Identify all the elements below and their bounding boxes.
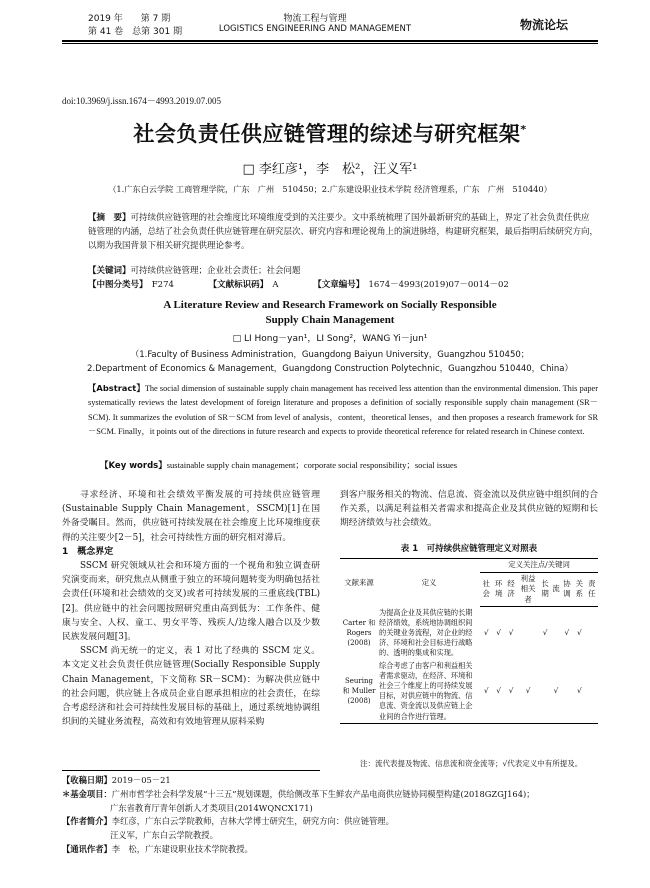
row-mark: √ [573, 660, 585, 724]
intro-paragraph: 寻求经济、环境和社会绩效平衡发展的可持续供应链管理(Sustainable Supply Chain Management，SSCM)[1]在国外备受瞩目。然而，供应链可持续发展在社会维度上比环境维度获得的关注要少[2－5]，社会可持续性方面的研究相对滞后。 [62, 490, 320, 543]
doc-code-value: A [272, 280, 279, 290]
row-mark [539, 660, 551, 724]
col-header: 流 [551, 572, 560, 607]
row-mark: √ [492, 660, 504, 724]
column-name: 物流论坛 [520, 18, 569, 32]
authors-en: □ LI Hong－yan¹，LI Song²，WANG Yi－jun¹ [232, 334, 428, 344]
received-date [62, 774, 602, 788]
body-right-column [340, 488, 598, 531]
journal-name-cn: 物流工程与管理 [283, 14, 347, 24]
keywords-en-label: 【Key words】 [100, 461, 167, 471]
row-source: Seuring 和 Muller (2008) [340, 660, 378, 724]
fund-text-1: 广州市哲学社会科学发展“十三五”规划课题，供给侧改革下生鲜农产品电商供应链协同模型构建(2018GZGJ164)； [111, 788, 535, 799]
row-source: Carter 和 Rogers (2008) [342, 619, 376, 647]
journal-name-en: LOGISTICS ENGINEERING AND MANAGEMENT [218, 24, 412, 34]
table-row [340, 607, 598, 660]
clc-label: 【中图分类号】 [88, 280, 144, 290]
col-header: 责任 [586, 572, 598, 607]
volume-total-number: 第 41 卷 总第 301 期 [88, 27, 183, 37]
keywords-cn [88, 264, 301, 276]
authors-cn: □ 李红彦¹，李 松²，汪义军¹ [242, 162, 418, 177]
row-mark [586, 660, 598, 724]
col-header: 经济 [505, 572, 517, 607]
row-mark [517, 607, 539, 660]
corresponding-label: 【通讯作者】 [62, 843, 112, 854]
row-mark: √ [480, 660, 492, 724]
clc-value: F274 [151, 280, 174, 290]
col-group-header: 定义关注点/关键词 [480, 559, 598, 573]
received-value: 2019－05－21 [111, 775, 171, 785]
fund-label: ＊基金项目： [62, 788, 112, 799]
fund-line-2: 广东省教育厅青年创新人才类项目(2014WQNCX171) [110, 802, 313, 813]
paper-title-en [62, 298, 598, 328]
abstract-en [88, 381, 598, 439]
col-header: 关系 [573, 572, 585, 607]
keywords-cn-text: 可持续供应链管理；企业社会责任；社会问题 [130, 266, 301, 276]
row-mark: √ [496, 628, 502, 637]
author-bio-2: 汪义军，广东白云学院教授。 [110, 830, 218, 841]
row-mark [586, 607, 598, 660]
affiliation-en-1: （1.Faculty of Business Administration，Guangdong Baiyun University，Guangzhou 510450； [130, 350, 530, 360]
row-mark: √ [505, 660, 517, 724]
classification-line [88, 278, 598, 290]
doc-code-label: 【文献标识码】 [208, 280, 264, 290]
affiliations-cn: （1.广东白云学院 工商管理学院，广东 广州 510450；2.广东建设职业技术学院 经济管理系，广东 广州 510440） [108, 184, 552, 194]
col-header: 社会 [480, 572, 492, 607]
article-no-label: 【文章编号】 [313, 280, 360, 290]
paper-title [62, 118, 598, 148]
title-en-line1: A Literature Review and Research Framework on Socially Responsible [163, 299, 497, 311]
table-row [340, 660, 598, 724]
abstract-cn-text: 可持续供应链管理的社会维度比环境维度受到的关注要少。文中系统梳理了国外最新研究的基础上，界定了社会负责任供应链管理的内涵，总结了社会负责任供应链管理在研究层次、研究内容和理论视角上的演进脉络，构建研究框架，最后指明后续研究方向，以期为我国背景下相关研究提供理论参考。 [88, 213, 599, 251]
abstract-en-text: The social dimension of sustainable supply chain management has received less attention than the environmental dimension. This paper systematically reviews the latest development of foreign literature and proposes a definition of socially responsible supply chain management (SR－SCM). It summarizes the evolution of SR－SCM from level of analysis，content，theoretical lenses，and then proposes a research framework for SR－SCM. Finally，it points out of the directions in future research and expects to provide theoretical reference for related research in Chinese context. [88, 384, 598, 436]
received-label: 【收稿日期】 [62, 775, 112, 785]
row-mark [551, 607, 560, 660]
body-paragraph-2: SSCM 尚无统一的定义，表 1 对比了经典的 SSCM 定义。本文定义社会负责任供应链管理(Socially Responsible Supply Chain Management，下文简称 SR－SCM)：为解决供应链中的社会问题，供应链上各成员企业自愿承担相应的社会责任，在综合考虑经济和社会可持续性发展目标的基础上，通过系统地协调组织间的关键业务流程，高效和有效地管理从原料采购 [62, 646, 320, 728]
corresponding-text: 李 松，广东建设职业技术学院教授。 [111, 843, 253, 854]
col-header: 协调 [561, 572, 573, 607]
body-paragraph-1: SSCM 研究领域从社会和环境方面的一个视角和独立调查研究演变而来，研究焦点从侧重于独立的环境问题转变为明确包括社会责任(环境和社会绩效的交叉)或者可持续发展的三重底线(TBL)[2]。供应链中的社会问题按照研究重由高到低为：工作条件、健康与安全、人权、童工、男女平等、残疾人/边缘人融合以及少数民族发展问题[3]。 [62, 561, 320, 643]
section-heading-1: 1 概念界定 [62, 546, 114, 557]
fund-line-1 [62, 788, 602, 802]
row-definition: 综合考虑了由客户和利益相关者需求驱动，在经济、环境和社会三个维度上的可持续发展目标，对供应链中的物流、信息流、资金流以及供应链上企业间的合作进行管理。 [378, 660, 480, 724]
table-note: 注：流代表提及物流、信息流和资金流等；√代表定义中有所提及。 [360, 759, 583, 768]
keywords-cn-label: 【关键词】 [88, 266, 131, 276]
title-text: 社会负责任供应链管理的综述与研究框架 [133, 122, 521, 146]
affiliation-en-2: 2.Department of Economics & Management，Guangdong Construction Polytechnic，Guangzhou 510440，China） [87, 364, 573, 374]
col-header: 长期 [539, 572, 551, 607]
corresponding-author [62, 843, 602, 857]
row-mark: √ [517, 660, 539, 724]
row-mark: √ [564, 628, 570, 637]
row-mark: √ [576, 628, 582, 637]
body-left-column [62, 488, 320, 729]
issue-year-number: 2019 年 第 7 期 [88, 14, 171, 24]
title-en-line2: Supply Chain Management [265, 314, 395, 326]
header-rule-thin [62, 43, 598, 44]
row-mark: √ [551, 660, 560, 724]
row-mark [561, 660, 573, 724]
row-mark: √ [483, 628, 489, 637]
col-definition-header: 定义 [378, 559, 480, 607]
col-header: 环境 [492, 572, 504, 607]
header-rule-thick [62, 40, 598, 42]
article-no-value: 1674－4993(2019)07－0014－02 [368, 280, 509, 290]
doi: doi:10.3969/j.issn.1674－4993.2019.07.005 [62, 96, 222, 106]
definition-table [340, 558, 598, 724]
keywords-en-text: sustainable supply chain management；corporate social responsibility；social issues [166, 460, 458, 470]
author-bio-1 [62, 815, 602, 829]
title-footnote-mark: * [520, 123, 527, 136]
abstract-en-label: 【Abstract】 [88, 383, 145, 393]
body-paragraph-continued: 到客户服务相关的物流、信息流、资金流以及供应链中组织间的合作关系，以满足利益相关者需求和提高企业及其供应链的短期和长期经济绩效与社会绩效。 [340, 490, 598, 529]
author-bio-text-1: 李红彦，广东白云学院教师，吉林大学博士研究生，研究方向：供应链管理。 [111, 816, 394, 827]
col-source-header: 文献来源 [340, 559, 378, 607]
footnote-rule [62, 770, 320, 771]
keywords-en [100, 459, 457, 471]
row-mark: √ [542, 628, 548, 637]
table-caption: 表 1 可持续供应链管理定义对照表 [400, 544, 538, 554]
footnotes [62, 774, 602, 857]
row-definition: 为提高企业及其供应链的长期经济绩效，系统地协调组织间的关键业务流程，对企业的经济、环境和社会目标进行战略的、透明的集成和实现。 [379, 607, 473, 658]
author-bio-label: 【作者简介】 [62, 816, 112, 827]
col-header: 利益相关者 [517, 572, 539, 607]
abstract-cn [88, 211, 598, 253]
abstract-cn-label: 【摘 要】 [88, 213, 131, 223]
row-mark: √ [508, 628, 514, 637]
